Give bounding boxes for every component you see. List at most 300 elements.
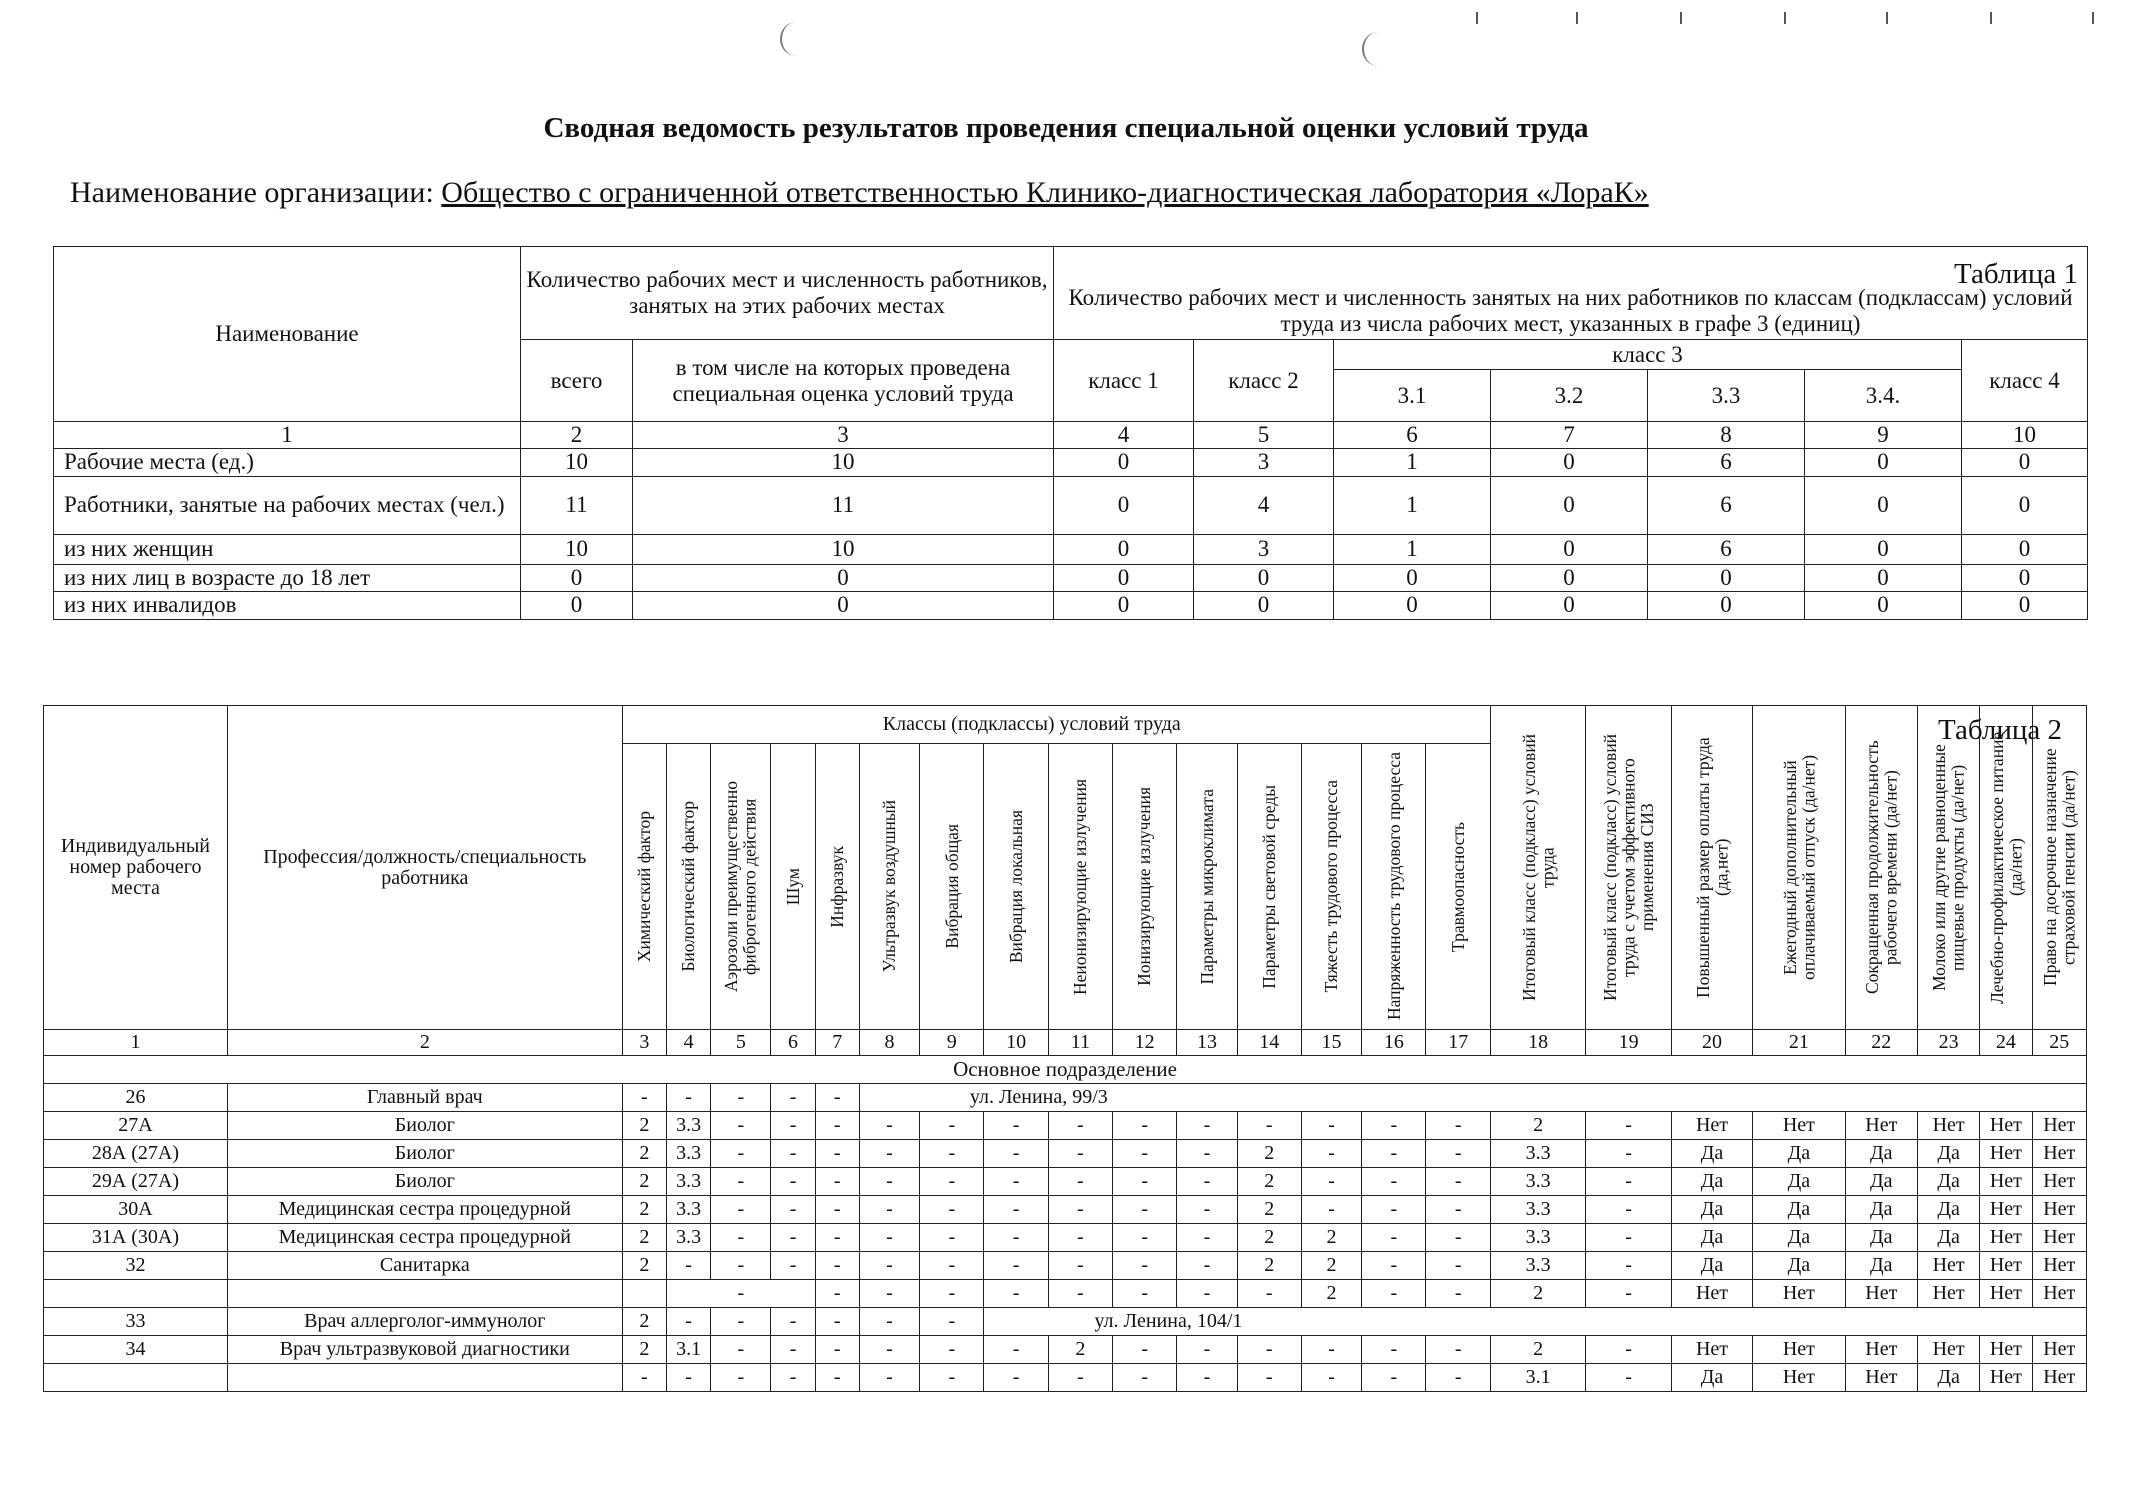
t2-cell: - xyxy=(859,1196,919,1224)
t2-column-number: 21 xyxy=(1753,1030,1845,1056)
t1-cell-value: 0 xyxy=(1334,591,1491,619)
scan-tick-mark xyxy=(1990,12,1992,24)
t2-cell: Нет xyxy=(1753,1112,1845,1140)
t2-cell: - xyxy=(711,1336,771,1364)
t2-header-extra xyxy=(1845,706,1917,1030)
t2-cell: - xyxy=(1362,1252,1426,1280)
t2-cell: - xyxy=(1113,1336,1177,1364)
t2-cell: - xyxy=(1237,1336,1301,1364)
t2-column-number: 4 xyxy=(666,1030,710,1056)
t2-cell: Нет xyxy=(1753,1336,1845,1364)
organization-line xyxy=(70,176,1649,210)
t2-cell: - xyxy=(711,1364,771,1392)
t2-cell: 2 xyxy=(1301,1224,1361,1252)
t2-cell: Да xyxy=(1671,1224,1752,1252)
t2-cell: - xyxy=(1426,1196,1490,1224)
t2-cell: - xyxy=(859,1224,919,1252)
t2-cell: Нет xyxy=(1671,1280,1752,1308)
t2-cell: - xyxy=(1048,1252,1112,1280)
t2-cell: - xyxy=(666,1308,710,1336)
t1-row-label: Работники, занятые на рабочих местах (чел.) xyxy=(54,476,521,534)
summary-table-1 xyxy=(53,246,2088,620)
t2-cell: - xyxy=(1177,1140,1237,1168)
t2-cell: Нет xyxy=(1980,1140,2032,1168)
t2-cell: - xyxy=(1048,1168,1112,1196)
t2-header-factor-text: Травмоопасность xyxy=(1448,821,1469,952)
t1-cell-value: 0 xyxy=(1054,448,1194,476)
t1-header-class4: класс 4 xyxy=(1962,340,2088,422)
t2-cell: - xyxy=(815,1224,859,1252)
t2-cell: - xyxy=(711,1308,771,1336)
t2-cell-id: 31А (30А) xyxy=(44,1224,228,1252)
t2-column-number: 1 xyxy=(44,1030,228,1056)
t2-cell: - xyxy=(920,1280,984,1308)
t2-header-factor xyxy=(622,744,666,1030)
t2-header-factor xyxy=(711,744,771,1030)
t2-cell: - xyxy=(920,1364,984,1392)
t1-row xyxy=(54,564,2088,591)
t2-cell: 3.1 xyxy=(1490,1364,1585,1392)
t2-header-extra xyxy=(1753,706,1845,1030)
t1-column-number: 1 xyxy=(54,422,521,449)
t2-cell: Да xyxy=(1671,1364,1752,1392)
t2-cell: - xyxy=(1586,1140,1671,1168)
t2-cell-id: 32 xyxy=(44,1252,228,1280)
t2-column-number: 6 xyxy=(771,1030,815,1056)
t2-cell: Да xyxy=(1845,1252,1917,1280)
t2-cell-id: 34 xyxy=(44,1336,228,1364)
t2-cell: - xyxy=(984,1336,1048,1364)
t2-header-factor-text: Вибрация локальная xyxy=(1005,809,1026,964)
t1-header-count: Количество рабочих мест и численность работников, занятых на этих рабочих местах xyxy=(521,247,1054,340)
t2-cell: Да xyxy=(1753,1252,1845,1280)
t1-row xyxy=(54,591,2088,619)
t2-cell: Да xyxy=(1845,1140,1917,1168)
t2-cell: - xyxy=(711,1168,771,1196)
t2-cell: Нет xyxy=(2032,1280,2087,1308)
t2-cell: Нет xyxy=(1845,1364,1917,1392)
t2-cell: - xyxy=(1426,1224,1490,1252)
t2-cell: 3.3 xyxy=(666,1224,710,1252)
scan-tick-mark xyxy=(2092,12,2094,24)
t2-cell: Нет xyxy=(1980,1336,2032,1364)
t2-cell: 2 xyxy=(622,1224,666,1252)
t2-column-number: 18 xyxy=(1490,1030,1585,1056)
t2-cell: 2 xyxy=(622,1140,666,1168)
t1-cell-value: 0 xyxy=(1805,534,1962,564)
t2-cell: - xyxy=(920,1140,984,1168)
t2-cell: - xyxy=(711,1084,771,1112)
t1-cell-value: 3 xyxy=(1194,534,1334,564)
t2-cell: - xyxy=(1426,1280,1490,1308)
t1-row-label: из них лиц в возрасте до 18 лет xyxy=(54,564,521,591)
t1-cell-value: 3 xyxy=(1194,448,1334,476)
t1-column-number: 8 xyxy=(1648,422,1805,449)
t2-column-number: 3 xyxy=(622,1030,666,1056)
t2-cell: Нет xyxy=(2032,1140,2087,1168)
t2-cell: - xyxy=(1301,1168,1361,1196)
t1-column-numbers xyxy=(54,422,2088,449)
t2-cell: - xyxy=(815,1252,859,1280)
t2-cell-id: 33 xyxy=(44,1308,228,1336)
t1-header-total: всего xyxy=(521,340,633,422)
t1-header-classes: Количество рабочих мест и численность занятых на них работников по классам (подклассам) условий труда из числа рабочих мест, указанных в графе 3 (единиц) xyxy=(1054,247,2088,340)
workplace-table-2 xyxy=(43,705,2087,1392)
t2-cell: - xyxy=(1237,1280,1301,1308)
t2-cell: - xyxy=(622,1084,666,1112)
t2-cell: - xyxy=(1586,1252,1671,1280)
t2-cell: 2 xyxy=(1237,1224,1301,1252)
t2-header-extra-text: Право на досрочное назначение страховой пенсии (да/нет) xyxy=(2039,748,2079,987)
t2-cell: - xyxy=(666,1084,710,1112)
t1-header-assessed: в том числе на которых проведена специальная оценка условий труда xyxy=(633,340,1054,422)
t2-column-numbers xyxy=(44,1030,2087,1056)
t1-cell-value: 10 xyxy=(521,448,633,476)
t2-cell: Да xyxy=(1753,1224,1845,1252)
t2-cell: - xyxy=(1113,1168,1177,1196)
t2-header-extra-text: Лечебно-профилактическое питание (да/нет) xyxy=(1986,731,2025,1004)
t1-cell-value: 0 xyxy=(1194,591,1334,619)
t1-cell-value: 6 xyxy=(1648,534,1805,564)
t2-header-factor-text: Шум xyxy=(782,867,803,906)
t1-cell-value: 0 xyxy=(1491,564,1648,591)
t2-cell: Да xyxy=(1917,1224,1979,1252)
t2-cell: - xyxy=(1048,1140,1112,1168)
t2-header-extra-text: Повышенный размер оплаты труда (да,нет) xyxy=(1692,737,1731,998)
t2-cell: - xyxy=(1362,1224,1426,1252)
t2-cell: - xyxy=(1301,1196,1361,1224)
t2-cell: 3.3 xyxy=(1490,1252,1585,1280)
t2-cell-id xyxy=(44,1280,228,1308)
t2-cell: - xyxy=(1113,1364,1177,1392)
t2-cell: - xyxy=(1586,1112,1671,1140)
t2-cell: - xyxy=(1177,1168,1237,1196)
t2-cell: 2 xyxy=(1237,1168,1301,1196)
t2-cell: - xyxy=(1113,1196,1177,1224)
t2-header-factor xyxy=(859,744,919,1030)
t2-cell: - xyxy=(920,1308,984,1336)
t2-header-extra-text: Ежегодный дополнительный оплачиваемый отпуск (да/нет) xyxy=(1779,754,1818,981)
t2-cell xyxy=(622,1280,666,1308)
t2-cell: - xyxy=(711,1112,771,1140)
t2-cell: Да xyxy=(1671,1140,1752,1168)
t1-cell-value: 0 xyxy=(1491,534,1648,564)
t2-header-factor xyxy=(815,744,859,1030)
t2-column-number: 2 xyxy=(227,1030,622,1056)
t2-cell: Нет xyxy=(1753,1364,1845,1392)
t2-column-number: 12 xyxy=(1113,1030,1177,1056)
t2-header-extra xyxy=(1917,706,1979,1030)
t2-cell-id: 27А xyxy=(44,1112,228,1140)
t2-cell: - xyxy=(1177,1252,1237,1280)
t2-cell: - xyxy=(815,1196,859,1224)
t2-cell: Да xyxy=(1917,1168,1979,1196)
t2-column-number: 19 xyxy=(1586,1030,1671,1056)
t1-cell-value: 10 xyxy=(521,534,633,564)
t2-cell: Нет xyxy=(2032,1196,2087,1224)
t2-cell: - xyxy=(711,1224,771,1252)
t1-column-number: 7 xyxy=(1491,422,1648,449)
t2-row xyxy=(44,1140,2087,1168)
t2-cell: - xyxy=(920,1196,984,1224)
t2-header-factor-text: Вибрация общая xyxy=(941,824,962,949)
t2-column-number: 15 xyxy=(1301,1030,1361,1056)
t2-cell: - xyxy=(1048,1280,1112,1308)
t2-header-factor xyxy=(1048,744,1112,1030)
t1-cell-value: 0 xyxy=(1194,564,1334,591)
t2-cell: - xyxy=(1362,1112,1426,1140)
t2-column-number: 8 xyxy=(859,1030,919,1056)
t2-cell: - xyxy=(771,1112,815,1140)
t2-column-number: 7 xyxy=(815,1030,859,1056)
t2-header-extra xyxy=(1586,706,1671,1030)
t2-cell: Да xyxy=(1917,1196,1979,1224)
t2-cell: 3.3 xyxy=(666,1196,710,1224)
t2-cell: - xyxy=(1301,1336,1361,1364)
t2-cell: - xyxy=(1586,1280,1671,1308)
t2-cell: 2 xyxy=(622,1252,666,1280)
t1-cell-value: 1 xyxy=(1334,534,1491,564)
t2-cell: - xyxy=(815,1112,859,1140)
t2-cell: Да xyxy=(1845,1196,1917,1224)
t2-cell: - xyxy=(815,1168,859,1196)
t2-cell: - xyxy=(1048,1224,1112,1252)
t2-cell-profession: Главный врач xyxy=(227,1084,622,1112)
t2-cell: - xyxy=(1177,1112,1237,1140)
t2-cell: - xyxy=(1177,1336,1237,1364)
t2-cell: - xyxy=(920,1112,984,1140)
t2-cell: Нет xyxy=(1980,1280,2032,1308)
t2-column-number: 14 xyxy=(1237,1030,1301,1056)
t2-cell: - xyxy=(711,1196,771,1224)
t2-cell: Нет xyxy=(1917,1112,1979,1140)
t2-cell: 3.3 xyxy=(1490,1196,1585,1224)
t2-cell: - xyxy=(984,1252,1048,1280)
t2-column-number: 23 xyxy=(1917,1030,1979,1056)
t2-column-number: 24 xyxy=(1980,1030,2032,1056)
t1-cell-value: 0 xyxy=(1962,448,2088,476)
t2-cell: - xyxy=(1586,1168,1671,1196)
t2-header-extra-text: Сокращенная продолжительность рабочего времени (да/нет) xyxy=(1861,740,1901,995)
t1-cell-value: 0 xyxy=(1962,564,2088,591)
t2-cell: - xyxy=(920,1252,984,1280)
t1-cell-value: 0 xyxy=(1648,591,1805,619)
t2-header-factor xyxy=(920,744,984,1030)
t2-header-extra xyxy=(2032,706,2087,1030)
t1-cell-value: 10 xyxy=(633,534,1054,564)
t2-header-factor-text: Биологический фактор xyxy=(678,801,699,972)
t1-cell-value: 0 xyxy=(1805,564,1962,591)
t2-cell: - xyxy=(984,1224,1048,1252)
t2-cell: - xyxy=(666,1364,710,1392)
t2-cell: - xyxy=(666,1280,815,1308)
table1-caption: Таблица 1 xyxy=(1954,258,2079,290)
t2-cell: 2 xyxy=(1237,1252,1301,1280)
t2-cell: - xyxy=(1237,1112,1301,1140)
t2-column-number: 16 xyxy=(1362,1030,1426,1056)
t1-cell-value: 0 xyxy=(521,564,633,591)
t2-cell: Нет xyxy=(1980,1252,2032,1280)
t2-cell: 2 xyxy=(1301,1252,1361,1280)
t2-header-factor xyxy=(1301,744,1361,1030)
t2-cell-profession: Санитарка xyxy=(227,1252,622,1280)
t2-cell: - xyxy=(859,1252,919,1280)
t1-cell-value: 0 xyxy=(1962,476,2088,534)
punch-hole-mark xyxy=(780,22,812,56)
t2-cell: - xyxy=(1113,1112,1177,1140)
t2-header-factor-text: Неионизирующие излучения xyxy=(1070,778,1091,995)
t2-header-extra-text: Молоко или другие равноценные пищевые продукты (да/нет) xyxy=(1929,744,1968,991)
t2-cell: Да xyxy=(1753,1196,1845,1224)
t2-cell: - xyxy=(771,1084,815,1112)
t2-header-classes: Классы (подклассы) условий труда xyxy=(622,706,1490,744)
t2-cell: - xyxy=(1362,1196,1426,1224)
t1-header-3-2: 3.2 xyxy=(1491,370,1648,422)
t2-cell-profession: Медицинская сестра процедурной xyxy=(227,1196,622,1224)
t1-cell-value: 0 xyxy=(1805,591,1962,619)
t1-header-class1: класс 1 xyxy=(1054,340,1194,422)
t1-header-3-4: 3.4. xyxy=(1805,370,1962,422)
t2-cell: - xyxy=(984,1140,1048,1168)
t1-cell-value: 1 xyxy=(1334,476,1491,534)
t2-cell: - xyxy=(815,1280,859,1308)
t2-cell: Нет xyxy=(1980,1224,2032,1252)
t2-cell: - xyxy=(1237,1364,1301,1392)
t1-cell-value: 10 xyxy=(633,448,1054,476)
t2-column-number: 10 xyxy=(984,1030,1048,1056)
t2-cell: - xyxy=(771,1196,815,1224)
t2-cell: - xyxy=(1362,1140,1426,1168)
t2-cell: 3.3 xyxy=(1490,1140,1585,1168)
scan-tick-mark xyxy=(1784,12,1786,24)
t2-cell: - xyxy=(771,1168,815,1196)
t2-cell: 2 xyxy=(1048,1336,1112,1364)
t2-cell: - xyxy=(1586,1336,1671,1364)
t2-column-number: 25 xyxy=(2032,1030,2087,1056)
t2-header-factor-text: Ионизирующие излучения xyxy=(1134,787,1155,986)
t2-cell: Нет xyxy=(2032,1112,2087,1140)
t2-cell-profession: Врач ультразвуковой диагностики xyxy=(227,1336,622,1364)
t2-cell: Да xyxy=(1917,1364,1979,1392)
t2-row xyxy=(44,1084,2087,1112)
t2-cell: - xyxy=(920,1168,984,1196)
t1-cell-value: 0 xyxy=(1054,476,1194,534)
t2-cell: - xyxy=(859,1336,919,1364)
t2-cell: - xyxy=(771,1224,815,1252)
t2-header-extra xyxy=(1980,706,2032,1030)
t2-cell-id: 26 xyxy=(44,1084,228,1112)
t2-cell: - xyxy=(1362,1364,1426,1392)
t1-header-3-1: 3.1 xyxy=(1334,370,1491,422)
t1-cell-value: 0 xyxy=(1054,564,1194,591)
t1-cell-value: 0 xyxy=(1648,564,1805,591)
t2-cell-id: 30А xyxy=(44,1196,228,1224)
organization-label: Наименование организации: xyxy=(70,176,434,209)
t2-header-factor xyxy=(1426,744,1490,1030)
t2-cell: - xyxy=(984,1168,1048,1196)
t1-row-label: из них женщин xyxy=(54,534,521,564)
t2-cell: 2 xyxy=(1237,1196,1301,1224)
t2-cell: 3.3 xyxy=(666,1140,710,1168)
scan-tick-mark xyxy=(1476,12,1478,24)
t2-cell: - xyxy=(984,1364,1048,1392)
t2-cell: Да xyxy=(1753,1168,1845,1196)
t2-cell: - xyxy=(1048,1196,1112,1224)
t2-cell: - xyxy=(920,1224,984,1252)
t1-cell-value: 0 xyxy=(633,564,1054,591)
t2-column-number: 13 xyxy=(1177,1030,1237,1056)
t2-cell: - xyxy=(1113,1224,1177,1252)
t2-cell: - xyxy=(1362,1168,1426,1196)
t2-row xyxy=(44,1336,2087,1364)
t2-cell: - xyxy=(1113,1140,1177,1168)
t1-cell-value: 0 xyxy=(1334,564,1491,591)
t2-cell: - xyxy=(859,1280,919,1308)
t2-subsection-address: ул. Ленина, 99/3 xyxy=(859,1084,2086,1112)
t2-cell: - xyxy=(1113,1252,1177,1280)
t1-cell-value: 0 xyxy=(1962,534,2088,564)
t2-cell: Нет xyxy=(1917,1252,1979,1280)
t2-cell: - xyxy=(1362,1280,1426,1308)
t2-cell: - xyxy=(984,1196,1048,1224)
t2-cell: - xyxy=(984,1112,1048,1140)
t2-header-factor xyxy=(1113,744,1177,1030)
t2-column-number: 22 xyxy=(1845,1030,1917,1056)
punch-hole-mark xyxy=(1362,32,1394,66)
t2-cell: - xyxy=(711,1252,771,1280)
t1-row-label: Рабочие места (ед.) xyxy=(54,448,521,476)
t1-header-class3: класс 3 xyxy=(1334,340,1962,370)
t2-cell: Нет xyxy=(2032,1364,2087,1392)
t2-row xyxy=(44,1364,2087,1392)
t2-header-factor-text: Химический фактор xyxy=(634,810,655,963)
t1-column-number: 5 xyxy=(1194,422,1334,449)
t2-header-factor-text: Аэрозоли преимущественно фиброгенного действия xyxy=(721,780,760,993)
t2-cell: - xyxy=(1586,1196,1671,1224)
t2-cell: 2 xyxy=(622,1112,666,1140)
t2-column-number: 9 xyxy=(920,1030,984,1056)
t2-cell: Да xyxy=(1845,1224,1917,1252)
t2-cell-profession xyxy=(227,1280,622,1308)
t2-column-number: 20 xyxy=(1671,1030,1752,1056)
document-title: Сводная ведомость результатов проведения специальной оценки условий труда xyxy=(543,112,1589,144)
t2-cell: - xyxy=(771,1252,815,1280)
t2-cell: - xyxy=(1426,1168,1490,1196)
t2-cell: - xyxy=(1426,1364,1490,1392)
t1-cell-value: 0 xyxy=(1491,448,1648,476)
t2-cell: 2 xyxy=(1237,1140,1301,1168)
t2-cell: - xyxy=(1362,1336,1426,1364)
t1-cell-value: 0 xyxy=(1805,476,1962,534)
t1-cell-value: 0 xyxy=(1054,591,1194,619)
t2-header-factor xyxy=(666,744,710,1030)
t1-column-number: 4 xyxy=(1054,422,1194,449)
t2-cell: - xyxy=(1586,1224,1671,1252)
t1-row xyxy=(54,448,2088,476)
t2-cell-profession: Биолог xyxy=(227,1168,622,1196)
t2-row xyxy=(44,1224,2087,1252)
t2-row xyxy=(44,1308,2087,1336)
t2-header-factor xyxy=(1237,744,1301,1030)
t2-header-factor-text: Параметры микроклимата xyxy=(1196,788,1217,985)
t1-cell-value: 0 xyxy=(1491,591,1648,619)
t2-cell-profession: Биолог xyxy=(227,1140,622,1168)
t2-header-factor xyxy=(1177,744,1237,1030)
t2-cell: - xyxy=(1301,1140,1361,1168)
t1-header-class2: класс 2 xyxy=(1194,340,1334,422)
t2-row xyxy=(44,1056,2087,1084)
t2-cell: - xyxy=(1586,1364,1671,1392)
